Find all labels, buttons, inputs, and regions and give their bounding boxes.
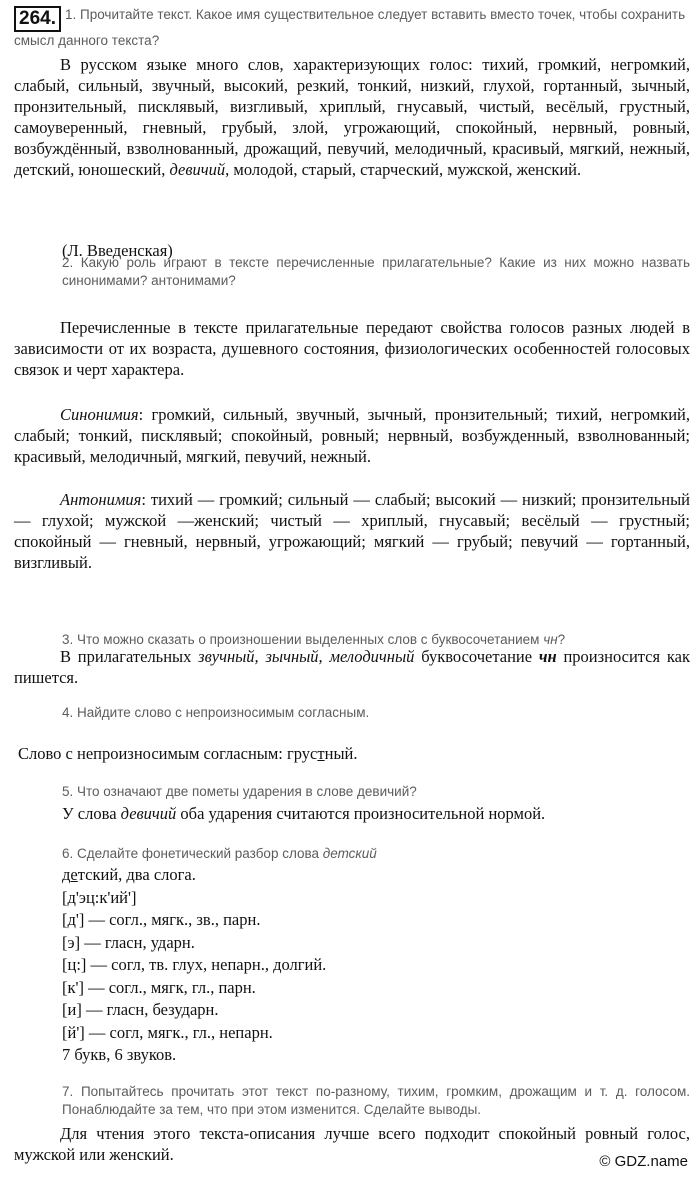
question-7: 7. Попытайтесь прочитать этот текст по-разному, тихим, громким, дрожащим и т. д. голосом. Понаблюдайте за тем, что при этом изменится. Сделайте выводы. xyxy=(62,1084,690,1117)
answer-5-italic: девичий xyxy=(120,804,177,823)
question-6-italic: детский xyxy=(322,846,377,861)
question-6-text: 6. Сделайте фонетический разбор слова xyxy=(62,846,323,861)
phonetic-word-stressed: е xyxy=(70,865,78,884)
text-author: (Л. Введенская) xyxy=(62,241,173,260)
phonetic-line: [й'] — согл, мягк., гл., непарн. xyxy=(62,1022,273,1042)
phonetic-line: [д'] — согл., мягк., зв., парн. xyxy=(62,910,261,929)
antonyms-label: Антонимия xyxy=(60,490,142,509)
phonetic-word-first: д xyxy=(62,865,71,884)
question-4: 4. Найдите слово с непроизносимым согласным. xyxy=(62,705,370,720)
answer-3-end: произносится как пишется. xyxy=(14,647,690,687)
main-text-body: В русском языке много слов, характеризующих голос: тихий, громкий, негромкий, слабый, сильный, звучный, высокий, резкий, тонкий, низкий, глухой, гортанный, зычный, пронзительный, писклявый, визгливый, хриплый, гнусавый, чистый, весёлый, грустный, самоуверенный, гневный, грубый, злой, угрожающий, спокойный, нервный, ровный, возбуждённый, взволнованный, дрожащий, певучий, мелодичный, красивый, мягкий, нежный, детский, юношеский, xyxy=(14,55,690,179)
phonetic-analysis xyxy=(62,864,462,1067)
synonyms-text: : громкий, сильный, звучный, зычный, пронзительный; тихий, негромкий, слабый; тонкий, писклявый; спокойный, ровный; нервный, возбужденный, взволнованный; красивый, мелодичный, мягкий, певучий, нежный. xyxy=(14,405,690,466)
synonyms-label: Синонимия xyxy=(60,405,139,424)
answer-4-end: ный. xyxy=(324,744,358,763)
phonetic-word-rest: тский, два слога. xyxy=(77,865,196,884)
answer-3-bold: чн xyxy=(538,647,557,666)
answer-4-underlined: т xyxy=(317,744,325,763)
phonetic-line: 7 букв, 6 звуков. xyxy=(62,1045,177,1064)
main-text xyxy=(14,54,690,180)
phonetic-line: [к'] — согл., мягк, гл., парн. xyxy=(62,977,256,997)
question-2-text: 2. Какую роль играют в тексте перечисленные прилагательные? Какие из них можно назвать синонимами? антонимами? xyxy=(62,255,690,288)
main-text-italic-word: девичий xyxy=(169,160,226,179)
answer-2-antonyms xyxy=(14,489,690,573)
question-5: 5. Что означают две пометы ударения в слове девичий? xyxy=(62,784,417,799)
question-6 xyxy=(62,845,690,863)
answer-2-roles: Перечисленные в тексте прилагательные передают свойства голосов разных людей в зависимости от их возраста, душевного состояния, физиологических особенностей голосовых связок и черт характера. xyxy=(14,318,690,379)
answer-5 xyxy=(62,803,690,824)
question-3-text: 3. Что можно сказать о произношении выделенных слов с буквосочетанием xyxy=(62,632,544,647)
main-text-end: , молодой, старый, старческий, мужской, женский. xyxy=(225,160,582,179)
question-2 xyxy=(62,254,690,290)
phonetic-line: [э] — гласн, ударн. xyxy=(62,932,195,952)
question-1: 1. Прочитайте текст. Какое имя существительное следует вставить вместо точек, чтобы сохранить смысл данного текста? xyxy=(14,7,686,48)
answer-7: Для чтения этого текста-описания лучше всего подходит спокойный ровный голос, мужской или женский. xyxy=(14,1124,690,1164)
answer-5-end: оба ударения считаются произносительной нормой. xyxy=(176,804,546,823)
answer-5-start: У слова xyxy=(62,804,121,823)
exercise-header xyxy=(14,6,690,50)
answer-3-mid: буквосочетание xyxy=(414,647,539,666)
phonetic-line: [и] — гласн, безударн. xyxy=(62,1000,219,1019)
answer-3-italic: звучный, зычный, мелодичный xyxy=(198,647,415,666)
answer-4-start: Слово с непроизносимым согласным: грус xyxy=(18,744,318,763)
answer-3 xyxy=(14,646,690,688)
answer-3-start: В прилагательных xyxy=(60,647,199,666)
question-3-italic: чн xyxy=(543,632,558,647)
antonyms-text: : тихий — громкий; сильный — слабый; высокий — низкий; пронзительный — глухой; мужской —женский; чистый — хриплый, гнусавый; весёлый — грустный; спокойный — гневный, нервный, угрожающий; мягкий — грубый; певучий — гортанный, визгливый. xyxy=(14,490,690,572)
phonetic-line: [д'эц:к'ий'] xyxy=(62,887,137,907)
phonetic-line: [ц:] — согл, тв. глух, непарн., долгий. xyxy=(62,955,327,974)
question-3-end: ? xyxy=(557,632,566,647)
answer-2-synonyms xyxy=(14,404,690,467)
phonetic-word xyxy=(62,864,462,887)
exercise-number: 264. xyxy=(14,6,61,32)
watermark: © GDZ.name xyxy=(599,1153,688,1170)
answer-4 xyxy=(18,743,690,764)
